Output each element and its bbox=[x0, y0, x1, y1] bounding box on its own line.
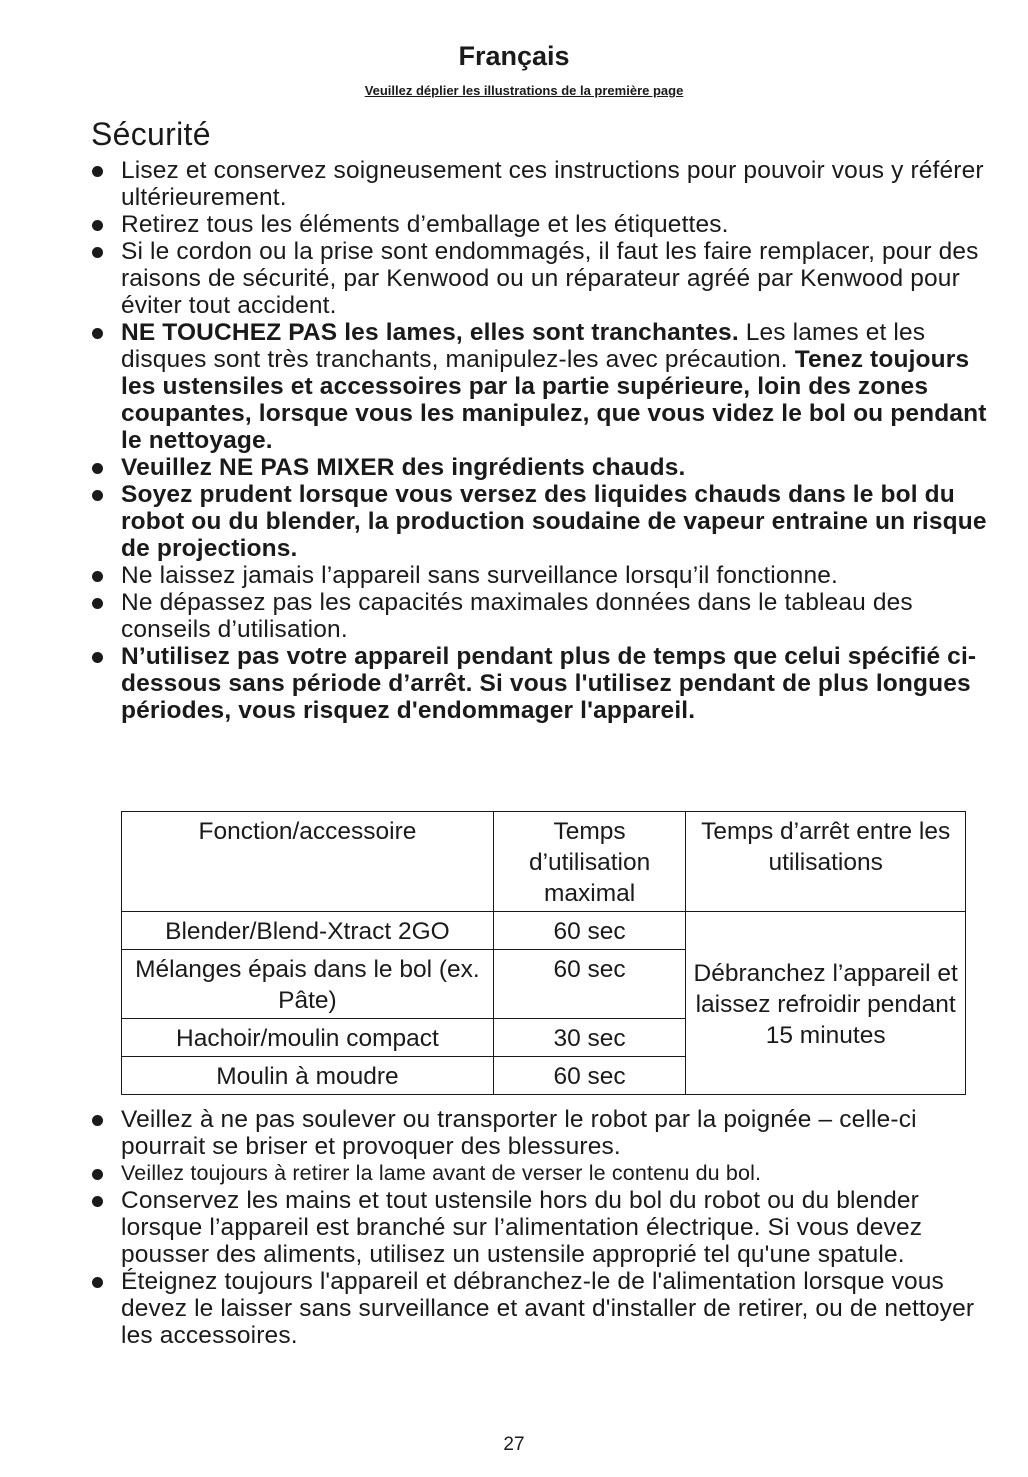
table-cell-function: Moulin à moudre bbox=[122, 1057, 494, 1095]
body-text: Ne laissez jamais l’appareil sans surveillance lorsqu’il fonctionne. bbox=[121, 562, 838, 589]
table-header-max-time: Temps d’utilisation maximal bbox=[493, 812, 685, 912]
table-row bbox=[122, 912, 966, 950]
body-text: Éteignez toujours l'appareil et débranchez-le de l'alimentation lorsque vous devez le laisser sans surveillance et avant d'installer de retirer, ou de nettoyer les accessoires. bbox=[121, 1268, 975, 1349]
bullet-dot-icon bbox=[92, 463, 103, 474]
list-item bbox=[0, 157, 1028, 211]
list-item bbox=[0, 589, 1028, 643]
list-item bbox=[0, 1106, 1028, 1160]
list-item bbox=[0, 1268, 1028, 1349]
bullet-dot-icon bbox=[92, 247, 103, 258]
usage-time-table bbox=[121, 811, 966, 1095]
list-item bbox=[0, 238, 1028, 319]
table-cell-function: Hachoir/moulin compact bbox=[122, 1019, 494, 1057]
unfold-instruction: Veuillez déplier les illustrations de la première page bbox=[364, 83, 684, 98]
bold-text: Soyez prudent lorsque vous versez des liquides chauds dans le bol du robot ou du blender, la production soudaine de vapeur entraine un risque de projections. bbox=[121, 481, 987, 562]
safety-list-bottom bbox=[0, 1106, 1028, 1349]
table-cell-max-time: 60 sec bbox=[493, 1057, 685, 1095]
body-text: Retirez tous les éléments d’emballage et les étiquettes. bbox=[121, 211, 729, 238]
list-item bbox=[0, 481, 1028, 562]
bullet-dot-icon bbox=[92, 1277, 103, 1288]
table-cell-rest-time: Débranchez l’appareil et laissez refroidir pendant 15 minutes bbox=[686, 912, 966, 1095]
table-header-rest-time: Temps d’arrêt entre les utilisations bbox=[686, 812, 966, 912]
bold-text: NE TOUCHEZ PAS les lames, elles sont tranchantes. bbox=[121, 319, 739, 346]
table-cell-function: Blender/Blend-Xtract 2GO bbox=[122, 912, 494, 950]
page-number: 27 bbox=[503, 1434, 525, 1455]
list-item bbox=[0, 211, 1028, 238]
list-item bbox=[0, 1160, 1028, 1187]
body-text: Les lames et les disques sont très tranchants, manipulez-les avec précaution. bbox=[121, 319, 926, 373]
bullet-dot-icon bbox=[92, 1169, 103, 1180]
table-cell-max-time: 60 sec bbox=[493, 912, 685, 950]
list-item bbox=[0, 319, 1028, 454]
body-text: Ne dépassez pas les capacités maximales données dans le tableau des conseils d’utilisation. bbox=[121, 589, 913, 643]
table-cell-max-time: 30 sec bbox=[493, 1019, 685, 1057]
bullet-dot-icon bbox=[92, 571, 103, 582]
bullet-dot-icon bbox=[92, 652, 103, 663]
list-item bbox=[0, 643, 1028, 724]
bullet-dot-icon bbox=[92, 598, 103, 609]
body-text: Lisez et conservez soigneusement ces instructions pour pouvoir vous y référer ultérieurement. bbox=[121, 157, 984, 211]
list-item bbox=[0, 562, 1028, 589]
body-text: Si le cordon ou la prise sont endommagés, il faut les faire remplacer, pour des raisons de sécurité, par Kenwood ou un réparateur agréé par Kenwood pour éviter tout accident. bbox=[121, 238, 979, 319]
table-header-row bbox=[122, 812, 966, 912]
section-title: Sécurité bbox=[91, 116, 211, 152]
table-cell-max-time: 60 sec bbox=[493, 950, 685, 1019]
bold-text: Veuillez NE PAS MIXER des ingrédients chauds. bbox=[121, 454, 686, 481]
language-title: Français bbox=[458, 41, 570, 71]
bullet-dot-icon bbox=[92, 1115, 103, 1126]
body-text: Veillez toujours à retirer la lame avant de verser le contenu du bol. bbox=[121, 1161, 762, 1185]
body-text: Veillez à ne pas soulever ou transporter le robot par la poignée – celle-ci pourrait se briser et provoquer des blessures. bbox=[121, 1106, 917, 1160]
bullet-dot-icon bbox=[92, 166, 103, 177]
bullet-dot-icon bbox=[92, 220, 103, 231]
bold-text: Tenez toujours les ustensiles et accessoires par la partie supérieure, loin des zones coupantes, lorsque vous les manipulez, que vous videz le bol ou pendant le nettoyage. bbox=[121, 346, 987, 454]
safety-list-top bbox=[0, 157, 1028, 724]
bullet-dot-icon bbox=[92, 328, 103, 339]
bullet-dot-icon bbox=[92, 1196, 103, 1207]
list-item bbox=[0, 454, 1028, 481]
list-item bbox=[0, 1187, 1028, 1268]
body-text: Conservez les mains et tout ustensile hors du bol du robot ou du blender lorsque l’appareil est branché sur l’alimentation électrique. Si vous devez pousser des aliments, utilisez un ustensile approprié tel qu'une spatule. bbox=[121, 1187, 923, 1268]
bold-text: N’utilisez pas votre appareil pendant plus de temps que celui spécifié ci-dessous sans période d’arrêt. Si vous l'utilisez pendant de plus longues périodes, vous risquez d'endommager l'appareil. bbox=[121, 643, 977, 724]
bullet-dot-icon bbox=[92, 490, 103, 501]
table-header-function: Fonction/accessoire bbox=[122, 812, 494, 912]
table-cell-function: Mélanges épais dans le bol (ex. Pâte) bbox=[122, 950, 494, 1019]
